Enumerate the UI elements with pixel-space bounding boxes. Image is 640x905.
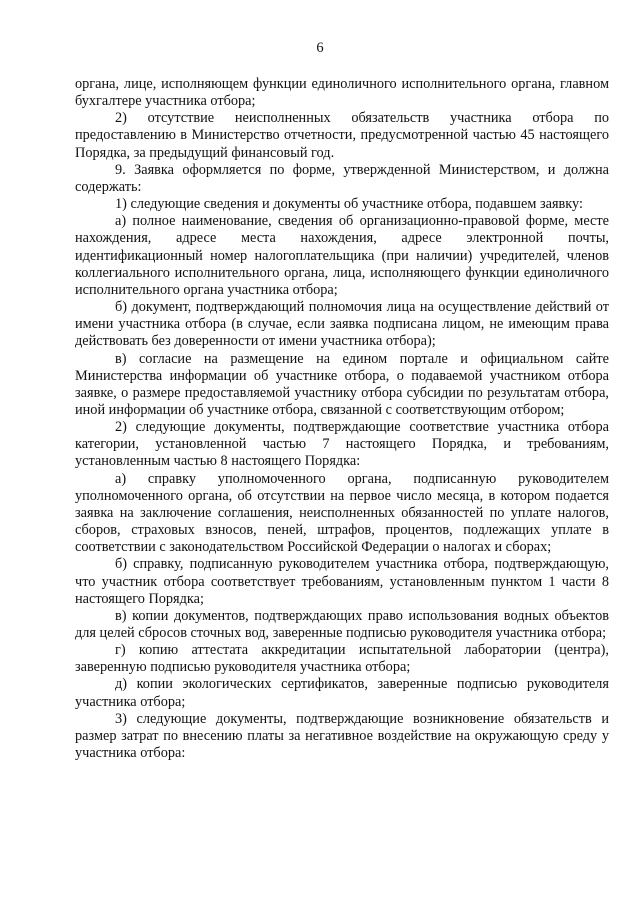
paragraph-item-3-obligations: 3) следующие документы, подтверждающие возникновение обязательств и размер затрат по внесению платы за негативное воздействие на окружающую среду у участника отбора: [75, 710, 609, 762]
paragraph-item-1-info: 1) следующие сведения и документы об участнике отбора, подавшем заявку: [115, 196, 583, 213]
paragraph-subitem-a-name: а) полное наименование, сведения об организационно-правовой форме, месте нахождения, адресе места нахождения, адресе электронной почты, идентификационный номер налогоплательщика (при наличии) учредителей, членов коллегиального исполнительного органа, лица, исполняющего функции единоличного исполнительного органа участника отбора; [75, 213, 609, 298]
paragraph-item-2-documents: 2) следующие документы, подтверждающие соответствие участника отбора категории, установленной частью 7 настоящего Порядка, и требованиям, установленным частью 8 настоящего Порядка: [75, 419, 609, 470]
document-body [75, 76, 609, 762]
page-number: 6 [316, 40, 324, 56]
paragraph-subitem-b-authority: б) документ, подтверждающий полномочия лица на осуществление действий от имени участника отбора (в случае, если заявка подписана лицом, не имеющим права действовать без доверенности от имени участника отбора); [75, 299, 609, 350]
paragraph-section-9: 9. Заявка оформляется по форме, утвержденной Министерством, и должна содержать: [75, 161, 609, 195]
paragraph-subitem-g-accreditation: г) копию аттестата аккредитации испытательной лаборатории (центра), заверенную подписью руководителя участника отбора; [75, 642, 609, 676]
paragraph-subitem-a-tax-certificate: а) справку уполномоченного органа, подписанную руководителем уполномоченного органа, об отсутствии на первое число месяца, в котором подается заявка на заключение соглашения, неисполненных обязанностей по уплате налогов, сборов, страховых взносов, пеней, штрафов, процентов, подлежащих уплате в соответствии с законодательством Российской Федерации о налогах и сборах; [75, 470, 609, 556]
paragraph-subitem-d-eco-certificates: д) копии экологических сертификатов, заверенные подписью руководителя участника отбора; [75, 676, 609, 710]
paragraph-subitem-v-water-documents: в) копии документов, подтверждающих право использования водных объектов для целей сбросов сточных вод, заверенные подписью руководителя участника отбора; [75, 607, 609, 641]
paragraph-subitem-v-consent: в) согласие на размещение на едином портале и официальном сайте Министерства информации об участнике отбора, о подаваемой участником отбора заявке, о размере предоставляемой участнику отбора субсидии по результатам отбора, иной информации об участнике отбора, связанной с соответствующим отбором; [75, 350, 609, 418]
paragraph-item-2-reporting: 2) отсутствие неисполненных обязательств участника отбора по предоставлению в Министерство отчетности, предусмотренной частью 45 настоящего Порядка, за предыдущий финансовый год. [75, 110, 609, 161]
paragraph-continuation: органа, лице, исполняющем функции единоличного исполнительного органа, главном бухгалтере участника отбора; [75, 76, 609, 110]
paragraph-subitem-b-compliance-certificate: б) справку, подписанную руководителем участника отбора, подтверждающую, что участник отбора соответствует требованиям, установленным пунктом 1 части 8 настоящего Порядка; [75, 556, 609, 607]
